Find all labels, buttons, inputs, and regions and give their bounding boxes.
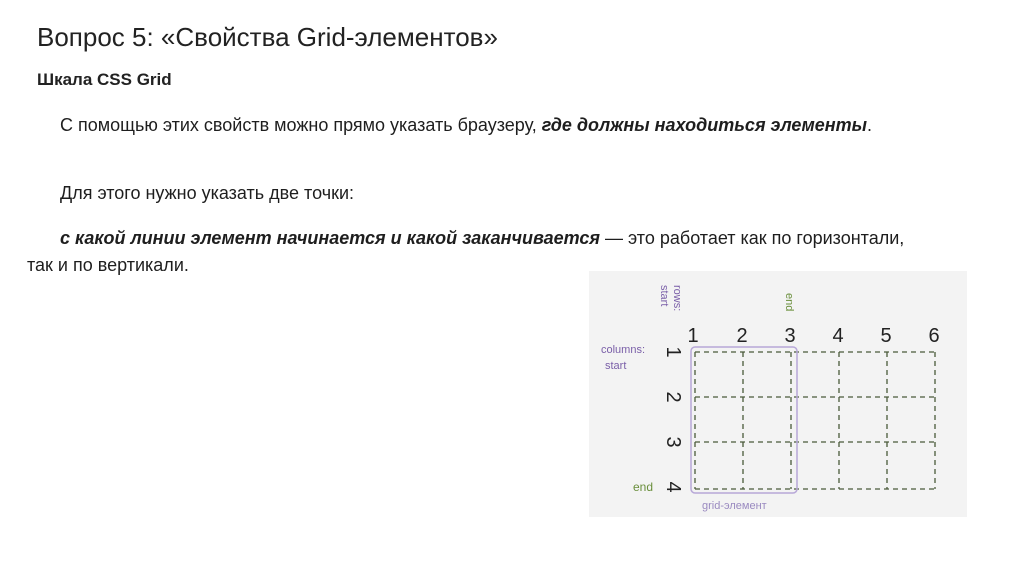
column-number: 4 [832,325,844,347]
slide-subtitle: Шкала CSS Grid [37,70,172,89]
rows-end-label: end [783,293,795,312]
grid-diagram-svg [589,271,967,517]
paragraph-intro-text: С помощью этих свойств можно прямо указать браузеру, [60,115,542,135]
paragraph-intro-emphasis: где должны находиться элементы [541,115,868,135]
grid-element-box [691,347,797,493]
column-number: 5 [880,325,892,347]
columns-label: columns: [601,344,646,356]
paragraph-lines-emphasis: с какой линии элемент начинается и какой заканчивается [60,228,601,248]
grid-lines [695,352,935,489]
row-number: 1 [662,346,684,358]
row-number: 2 [662,391,684,403]
column-number: 3 [784,325,796,347]
row-number: 3 [662,436,684,448]
columns-end-label: end [633,480,654,494]
paragraph-intro-end: . [867,115,873,135]
rows-start-text: start [658,285,670,307]
paragraph-lines-text: — это работает как по горизонтали, так и по вертикали. [27,228,905,275]
columns-start-label: start [605,360,627,372]
grid-diagram [589,271,967,517]
row-number: 4 [662,481,684,493]
paragraph-two-points-text: Для этого нужно указать две точки: [60,183,355,203]
paragraph-two-points [27,180,907,207]
rows-label: rows: [671,285,683,312]
rows-start-label [658,285,683,311]
column-numbers [687,325,939,347]
grid-element-label: grid-элемент [702,500,767,512]
slide-title: Вопрос 5: «Свойства Grid-элементов» [37,22,498,52]
column-number: 6 [928,325,940,347]
column-number: 1 [687,325,699,347]
paragraph-intro [27,112,907,139]
column-number: 2 [736,325,748,347]
row-numbers [662,346,684,492]
